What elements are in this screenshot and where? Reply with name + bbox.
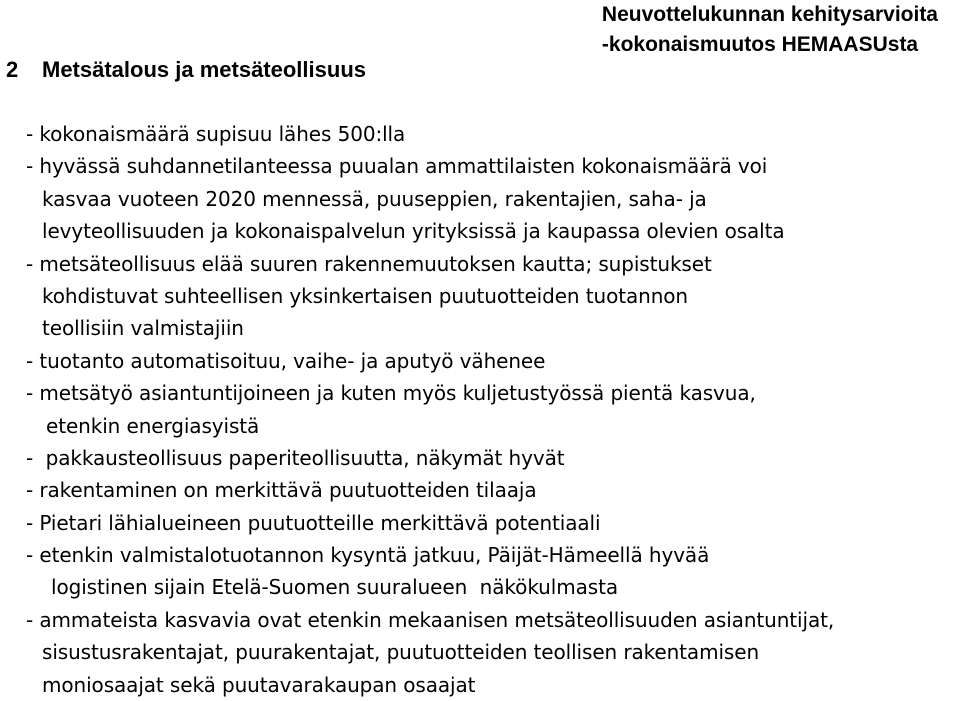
header-line-2: -kokonaismuutos HEMAASUsta <box>601 33 919 56</box>
section-number: 2 <box>6 57 19 82</box>
text-line: sisustusrakentajat, puurakentajat, puutuotteiden teollisen rakentamisen <box>42 640 760 665</box>
document-header <box>602 0 938 60</box>
text-line: teollisiin valmistajiin <box>42 316 244 341</box>
text-line: - pakkausteollisuus paperiteollisuutta, näkymät hyvät <box>26 445 565 470</box>
text-line: kasvaa vuoteen 2020 mennessä, puuseppien, rakentajien, saha- ja <box>42 186 707 211</box>
text-line: moniosaajat sekä puutavarakaupan osaajat <box>42 672 476 697</box>
text-line: - Pietari lähialueineen puutuotteille merkittävä potentiaali <box>26 510 601 535</box>
text-line: - metsätyö asiantuntijoineen ja kuten myös kuljetustyössä pientä kasvua, <box>26 381 756 406</box>
text-line: - metsäteollisuus elää suuren rakennemuutoksen kautta; supistukset <box>26 251 712 276</box>
text-line: - hyvässä suhdannetilanteessa puualan ammattilaisten kokonaismäärä voi <box>26 154 768 179</box>
bullet-list <box>26 118 960 701</box>
text-line: - ammateista kasvavia ovat etenkin mekaanisen metsäteollisuuden asiantuntijat, <box>26 607 835 632</box>
section-title: Metsätalous ja metsäteollisuus <box>42 57 366 82</box>
text-line: kohdistuvat suhteellisen yksinkertaisen puutuotteiden tuotannon <box>42 283 688 308</box>
header-line-1: Neuvottelukunnan kehitysarvioita <box>601 3 938 26</box>
text-line: etenkin energiasyistä <box>46 413 260 438</box>
text-line: - kokonaismäärä supisuu lähes 500:lla <box>26 122 406 146</box>
text-line: - rakentaminen on merkittävä puutuotteiden tilaaja <box>26 478 537 503</box>
section-heading <box>6 56 366 84</box>
text-line: logistinen sijain Etelä-Suomen suuralueen näkökulmasta <box>51 575 618 600</box>
text-line: - etenkin valmistalotuotannon kysyntä jatkuu, Päijät-Hämeellä hyvää <box>26 543 710 568</box>
text-line: levyteollisuuden ja kokonaispalvelun yrityksissä ja kaupassa olevien osalta <box>42 219 785 244</box>
text-line: - tuotanto automatisoituu, vaihe- ja aputyö vähenee <box>26 348 546 373</box>
